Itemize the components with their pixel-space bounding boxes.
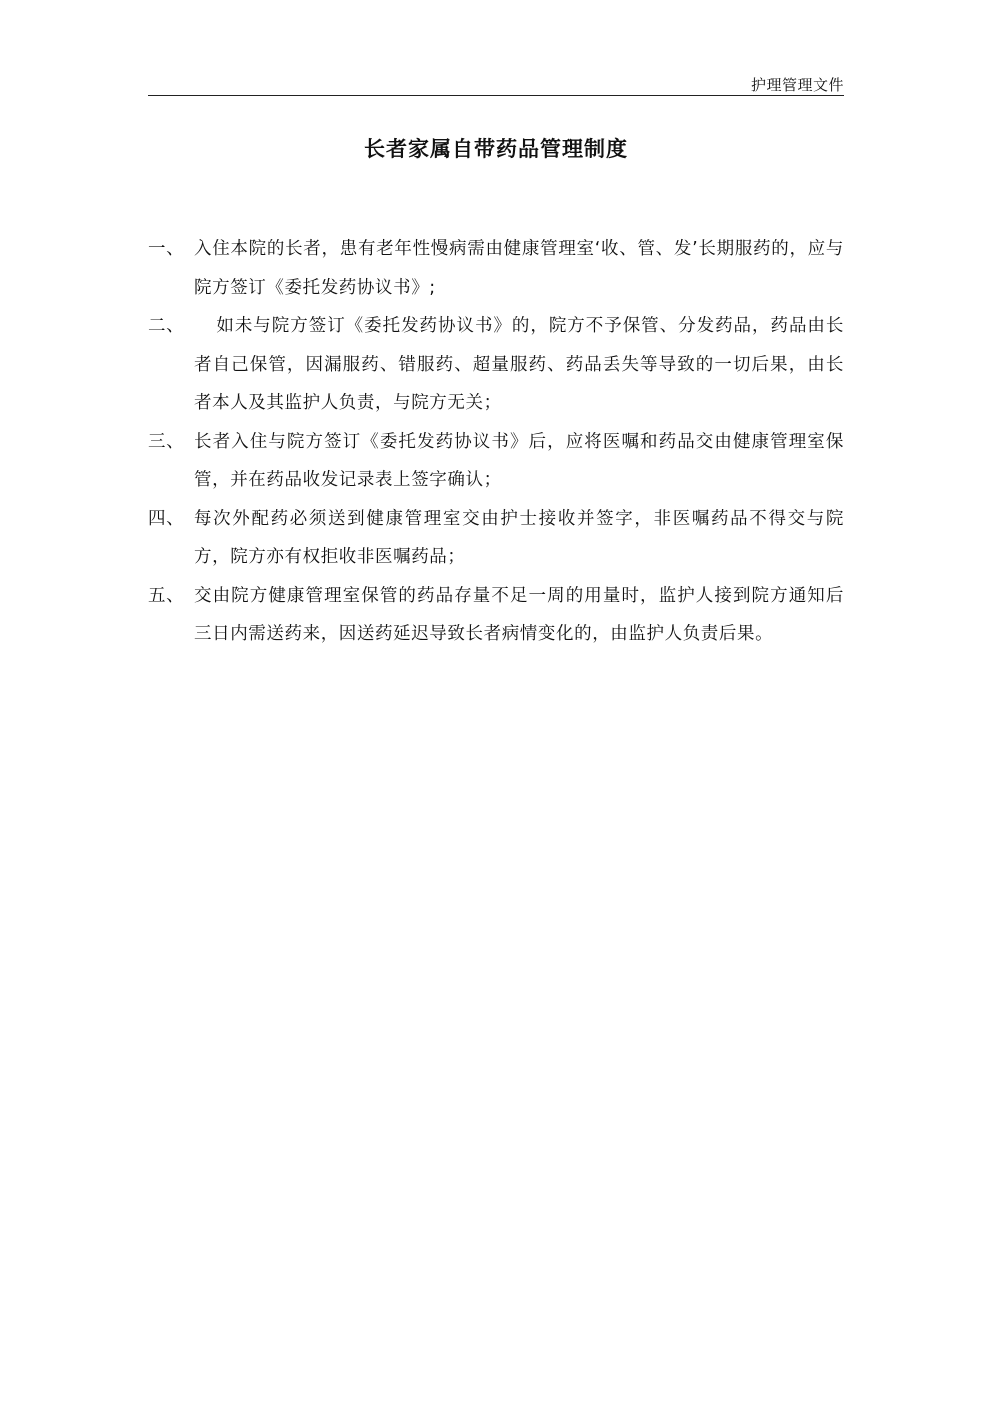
list-item — [148, 307, 844, 423]
document-title: 长者家属自带药品管理制度 — [364, 137, 628, 161]
item-text: 入住本院的长者，患有老年性慢病需由健康管理室‘收、管、发’长期服药的，应与院方签订《委托发药协议书》; — [194, 239, 844, 298]
item-number: 一、 — [148, 239, 185, 259]
list-item — [148, 230, 844, 307]
document-body — [148, 230, 844, 654]
header-category: 护理管理文件 — [750, 76, 844, 94]
item-text: 交由院方健康管理室保管的药品存量不足一周的用量时，监护人接到院方通知后三日内需送药来，因送药延迟导致长者病情变化的，由监护人负责后果。 — [194, 585, 844, 644]
item-number: 三、 — [148, 431, 185, 452]
item-number: 二、 — [148, 316, 185, 336]
item-text: 如未与院方签订《委托发药协议书》的，院方不予保管、分发药品，药品由长者自己保管，因漏服药、错服药、超量服药、药品丢失等导致的一切后果，由长者本人及其监护人负责，与院方无关； — [194, 316, 844, 413]
item-number: 四、 — [148, 508, 185, 529]
item-text: 长者入住与院方签订《委托发药协议书》后，应将医嘱和药品交由健康管理室保管，并在药品收发记录表上签字确认； — [194, 431, 844, 490]
item-number: 五、 — [148, 585, 185, 606]
list-item — [148, 423, 844, 500]
item-text: 每次外配药必须送到健康管理室交由护士接收并签字，非医嘱药品不得交与院方，院方亦有权拒收非医嘱药品； — [194, 508, 844, 567]
list-item — [148, 577, 844, 654]
header-divider — [148, 95, 844, 96]
list-item — [148, 500, 844, 577]
